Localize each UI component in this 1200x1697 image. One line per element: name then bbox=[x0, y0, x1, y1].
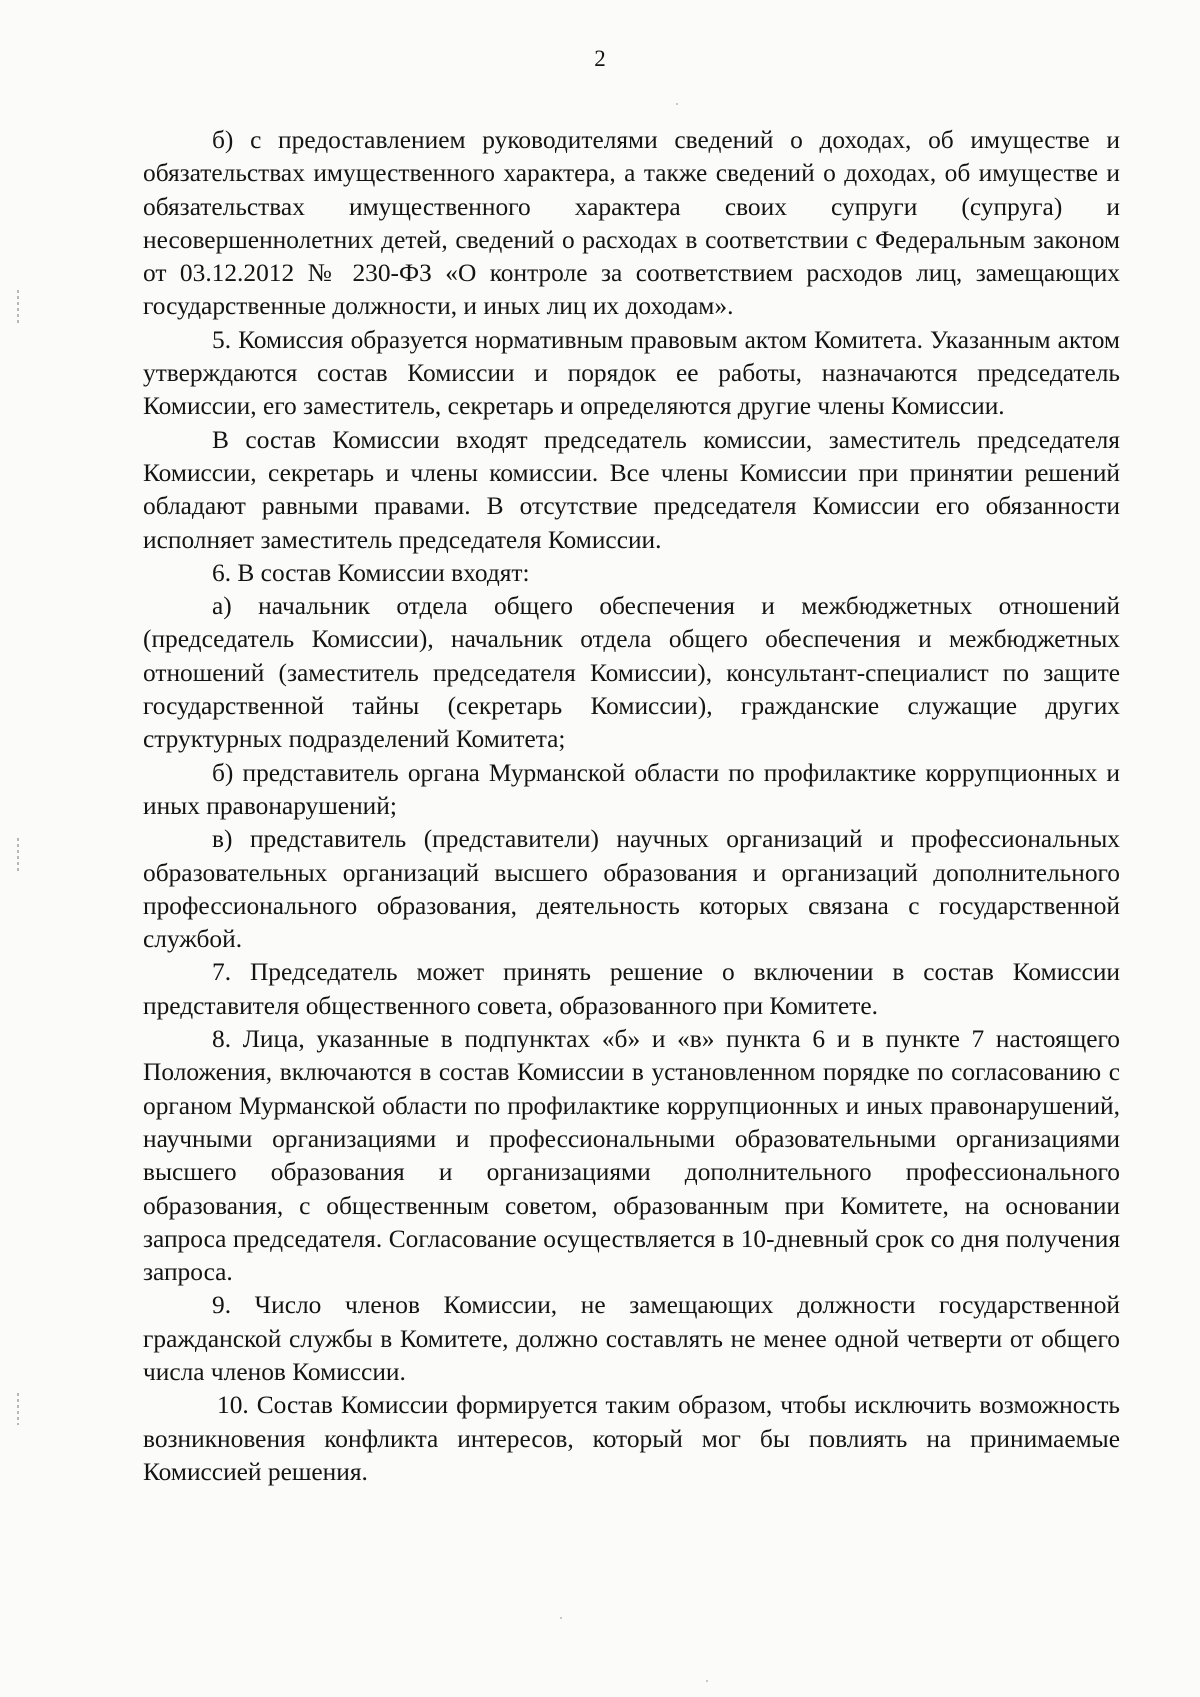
paragraph-item-5: 5. Комиссия образуется нормативным правовым актом Комитета. Указанным актом утверждаются состав Комиссии и порядок ее работы, назначаются председатель Комиссии, его заместитель, секретарь и определяются другие члены Комиссии. bbox=[143, 325, 1120, 421]
paragraph-subitem-b: б) представитель органа Мурманской области по профилактике коррупционных и иных правонарушений; bbox=[143, 758, 1120, 820]
page-number: 2 bbox=[594, 46, 606, 71]
scan-artifact-mark bbox=[17, 1393, 19, 1425]
paragraph-item-9: 9. Число членов Комиссии, не замещающих должности государственной гражданской службы в Комитете, должно составлять не менее одной четверти от общего числа членов Комиссии. bbox=[143, 1291, 1120, 1386]
scan-speck bbox=[706, 1680, 708, 1682]
document-body bbox=[143, 124, 1120, 1489]
paragraph-item-6: 6. В состав Комиссии входят: bbox=[212, 558, 530, 587]
paragraph-item-7: 7. Председатель может принять решение о включении в состав Комиссии представителя общественного совета, образованного при Комитете. bbox=[143, 958, 1120, 1020]
paragraph-subitem-b-income-disclosure: б) с предоставлением руководителями сведений о доходах, об имуществе и обязательствах имущественного характера, а также сведений о доходах, об имуществе и обязательствах имущественного характера своих супруги (супруга) и несовершеннолетних детей, сведений о расходах в соответствии с Федеральным законом от 03.12.2012 № 230-ФЗ «О контроле за соответствием расходов лиц, замещающих государственные должности, и иных лиц их доходам». bbox=[143, 126, 1120, 321]
scan-speck bbox=[560, 1617, 562, 1619]
scan-artifact-mark bbox=[17, 290, 19, 326]
paragraph-item-10: 10. Состав Комиссии формируется таким образом, чтобы исключить возможность возникновения конфликта интересов, который мог бы повлиять на принимаемые Комиссией решения. bbox=[143, 1391, 1120, 1486]
scan-speck bbox=[676, 103, 678, 105]
paragraph-item-8: 8. Лица, указанные в подпунктах «б» и «в» пункта 6 и в пункте 7 настоящего Положения, включаются в состав Комиссии в установленном порядке по согласованию с органом Мурманской области по профилактике коррупционных и иных правонарушений, научными организациями и профессиональными образовательными организациями высшего образования и организациями дополнительного профессионального образования, с общественным советом, образованным при Комитете, на основании запроса председателя. Согласование осуществляется в 10-дневный срок со дня получения запроса. bbox=[143, 1025, 1120, 1287]
paragraph-subitem-v: в) представитель (представители) научных организаций и профессиональных образовательных организаций высшего образования и организаций дополнительного профессионального образования, деятельность которых связана с государственной службой. bbox=[143, 825, 1120, 954]
paragraph-subitem-a: а) начальник отдела общего обеспечения и межбюджетных отношений (председатель Комиссии), начальник отдела общего обеспечения и межбюджетных отношений (заместитель председателя Комиссии), консультант-специалист по защите государственной тайны (секретарь Комиссии), гражданские служащие других структурных подразделений Комитета; bbox=[143, 592, 1120, 754]
paragraph-commission-composition: В состав Комиссии входят председатель комиссии, заместитель председателя Комиссии, секретарь и члены комиссии. Все члены Комиссии при принятии решений обладают равными правами. В отсутствие председателя Комиссии его обязанности исполняет заместитель председателя Комиссии. bbox=[143, 425, 1120, 554]
scan-artifact-mark bbox=[17, 838, 19, 872]
